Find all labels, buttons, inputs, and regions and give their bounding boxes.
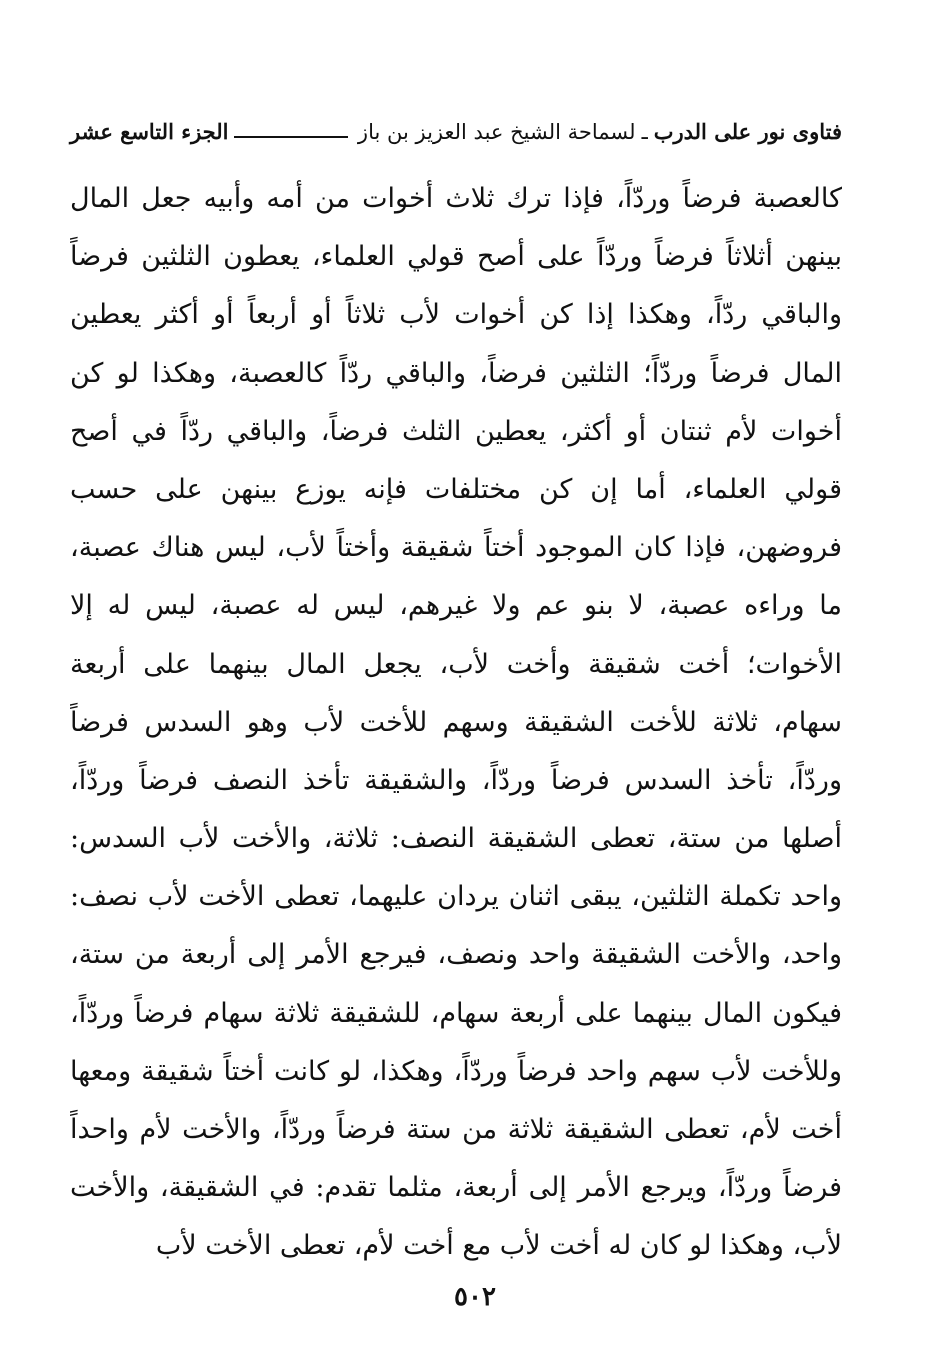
text-line: فيكون المال بينهما على أربعة سهام، للشقيقة ثلاثة سهام فرضاً وردّاً،	[70, 997, 842, 1029]
text-line: الأخوات؛ أخت شقيقة وأخت لأب، يجعل المال بينهما على أربعة	[70, 648, 842, 680]
volume-label: الجزء التاسع عشر	[70, 119, 229, 144]
text-line: المال فرضاً وردّاً؛ الثلثين فرضاً، والباقي ردّاً كالعصبة، وهكذا لو كن	[70, 357, 842, 389]
author-name: لسماحة الشيخ عبد العزيز بن باز	[357, 120, 636, 144]
text-line: بينهن أثلاثاً فرضاً وردّاً على أصح قولي العلماء، يعطون الثلثين فرضاً	[70, 241, 842, 273]
text-line: واحد تكملة الثلثين، يبقى اثنان يردان عليهما، تعطى الأخت لأب نصف:	[70, 881, 842, 913]
header-dash: ـ	[641, 120, 648, 144]
text-line: كالعصبة فرضاً وردّاً، فإذا ترك ثلاث أخوات من أمه وأبيه جعل المال	[70, 183, 842, 214]
book-title: فتاوى نور على الدرب	[653, 119, 842, 144]
header-rule	[234, 136, 347, 138]
page-number: ٥٠٢	[454, 1282, 496, 1312]
text-line: فروضهن، فإذا كان الموجود أختاً شقيقة وأختاً لأب، ليس هناك عصبة،	[70, 532, 842, 564]
text-line: قولي العلماء، أما إن كن مختلفات فإنه يوزع بينهن على حسب	[70, 473, 842, 505]
text-line: واحد، والأخت الشقيقة واحد ونصف، فيرجع الأمر إلى أربعة من ستة،	[70, 939, 842, 971]
text-line: أخت لأم، تعطى الشقيقة ثلاثة من ستة فرضاً وردّاً، والأخت لأم واحداً	[70, 1114, 842, 1145]
text-line: أخوات لأم ثنتان أو أكثر، يعطين الثلث فرضاً، والباقي ردّاً في أصح	[70, 415, 842, 447]
text-line: سهام، ثلاثة للأخت الشقيقة وسهم للأخت لأب وهو السدس فرضاً	[70, 706, 842, 738]
text-line: أصلها من ستة، تعطى الشقيقة النصف: ثلاثة، والأخت لأب السدس:	[70, 823, 842, 855]
text-line: وردّاً، تأخذ السدس فرضاً وردّاً، والشقيقة تأخذ النصف فرضاً وردّاً،	[70, 764, 842, 796]
text-line: وللأخت لأب سهم واحد فرضاً وردّاً، وهكذا، لو كانت أختاً شقيقة ومعها	[70, 1055, 842, 1087]
text-line: ما وراءه عصبة، لا بنو عم ولا غيرهم، ليس له عصبة، ليس له إلا	[70, 590, 842, 622]
body-text	[70, 170, 842, 1276]
text-line: والباقي ردّاً، وهكذا إذا كن أخوات لأب ثلاثاً أو أربعاً أو أكثر يعطين	[70, 299, 842, 331]
running-header	[70, 118, 842, 146]
text-line: لأب، وهكذا لو كان له أخت لأب مع أخت لأم، تعطى الأخت لأب	[155, 1230, 842, 1262]
text-line: فرضاً وردّاً، ويرجع الأمر إلى أربعة، مثلما تقدم: في الشقيقة، والأخت	[70, 1172, 842, 1204]
